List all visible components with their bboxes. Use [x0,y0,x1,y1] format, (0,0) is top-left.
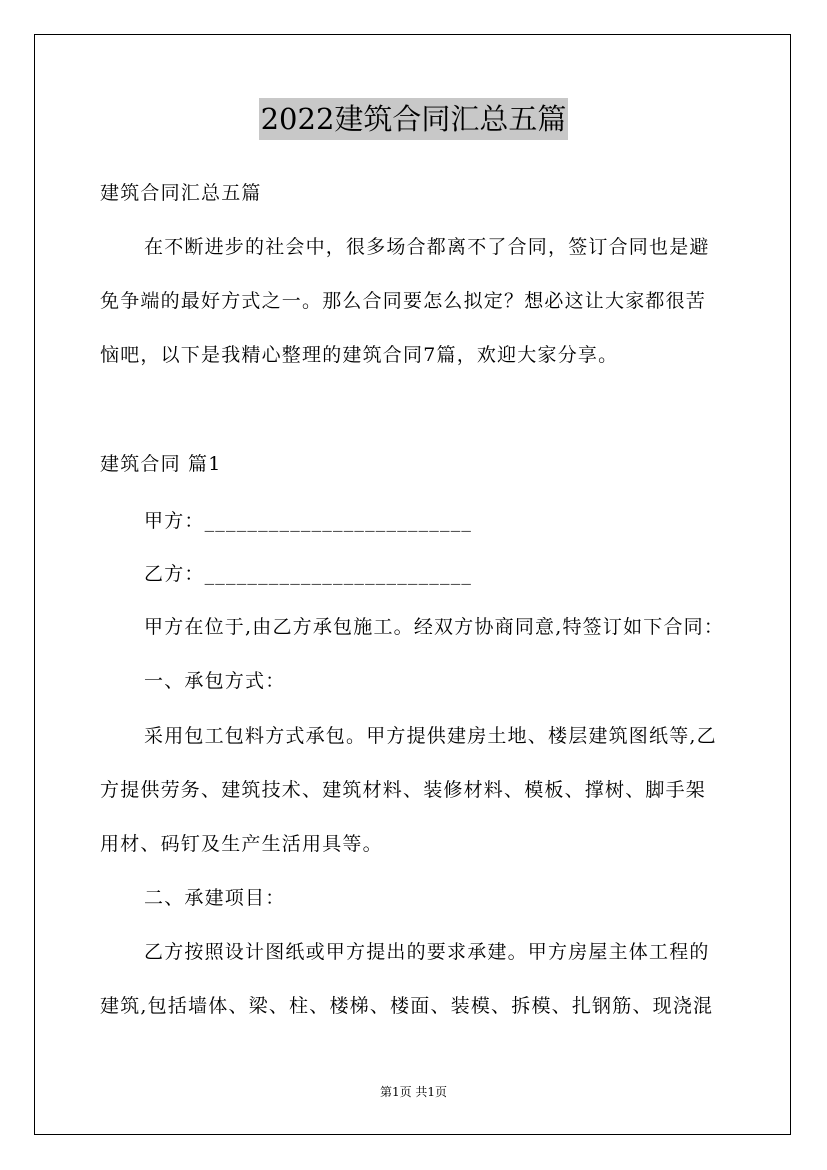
document-title: 2022建筑合同汇总五篇 [259,98,569,140]
clause-heading-2: 二、承建项目： [144,887,286,909]
section-heading: 建筑合同 篇1 [100,453,222,475]
title-container [0,98,827,140]
contract-line: 甲方在位于,由乙方承包施工。经双方协商同意,特签订如下合同： [144,616,725,638]
contract-line: 用材、码钉及生产生活用具等。 [100,833,383,855]
intro-line: 免争端的最好方式之一。那么合同要怎么拟定？想必这让大家都很苦 [100,290,707,312]
contract-line: 建筑,包括墙体、梁、柱、楼梯、楼面、装模、拆模、扎钢筋、现浇混 [100,995,714,1017]
party-b-line: 乙方：_________________________ [144,563,473,585]
clause-heading-1: 一、承包方式： [144,670,286,692]
party-a-line: 甲方：_________________________ [144,510,473,532]
document-subtitle: 建筑合同汇总五篇 [100,182,262,204]
page-footer: 第1页 共1页 [379,1085,448,1099]
intro-line: 恼吧，以下是我精心整理的建筑合同7篇，欢迎大家分享。 [100,344,619,366]
contract-line: 乙方按照设计图纸或甲方提出的要求承建。甲方房屋主体工程的 [144,941,710,963]
contract-line: 方提供劳务、建筑技术、建筑材料、装修材料、模板、撑树、脚手架 [100,779,707,801]
contract-line: 采用包工包料方式承包。甲方提供建房土地、楼层建筑图纸等,乙 [144,725,717,747]
intro-line: 在不断进步的社会中，很多场合都离不了合同，签订合同也是避 [144,236,710,258]
